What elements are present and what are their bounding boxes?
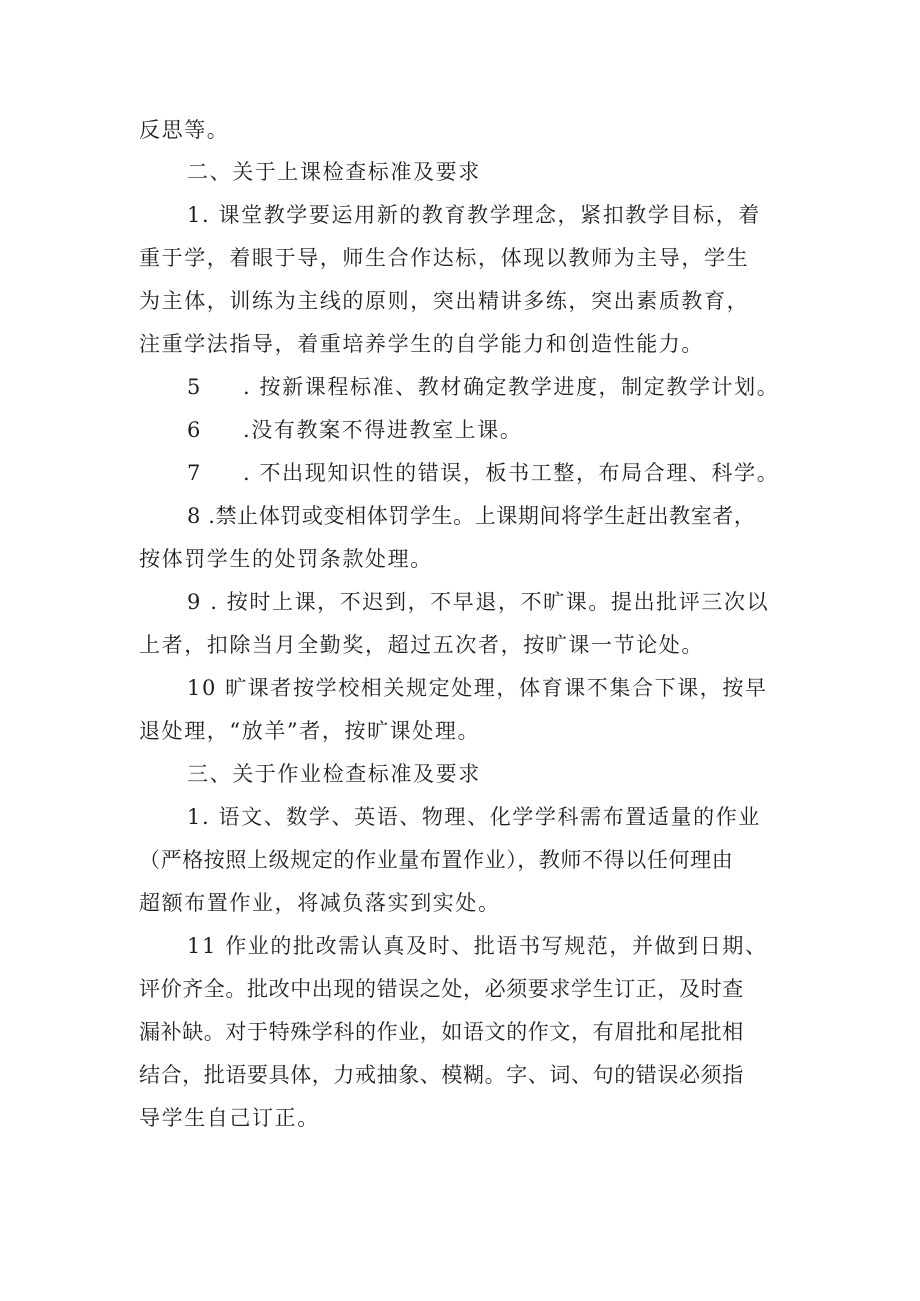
paragraph-text: 注重学法指导，着重培养学生的自学能力和创造性能力。 bbox=[139, 332, 704, 356]
text-line bbox=[0, 931, 920, 961]
paragraph-text: 10 旷课者按学校相关规定处理，体育课不集合下课，按早 bbox=[187, 676, 768, 700]
paragraph-text: 11 作业的批改需认真及时、批语书写规范，并做到日期、 bbox=[187, 934, 768, 958]
paragraph-text: 按体罚学生的处罚条款处理。 bbox=[139, 547, 433, 571]
text-line bbox=[0, 716, 920, 746]
text-line bbox=[0, 974, 920, 1004]
paragraph-text: .没有教案不得进教室上课。 bbox=[243, 418, 523, 442]
section-heading: 三、关于作业检查标准及要求 bbox=[187, 762, 481, 786]
numbered-item-line bbox=[0, 415, 920, 445]
paragraph-text: 反思等。 bbox=[139, 118, 230, 142]
text-line bbox=[0, 200, 920, 230]
numbered-item-line bbox=[0, 372, 920, 402]
text-line bbox=[0, 115, 920, 145]
text-line bbox=[0, 1017, 920, 1047]
text-line bbox=[0, 888, 920, 918]
text-line bbox=[0, 673, 920, 703]
text-line bbox=[0, 1103, 920, 1133]
paragraph-text: 重于学，着眼于导，师生合作达标，体现以教师为主导，学生 bbox=[139, 246, 750, 270]
paragraph-text: 9 . 按时上课，不迟到，不早退，不旷课。提出批评三次以 bbox=[187, 590, 770, 614]
paragraph-text: 漏补缺。对于特殊学科的作业，如语文的作文，有眉批和尾批相 bbox=[139, 1020, 744, 1044]
paragraph-text: . 不出现知识性的错误，板书工整，布局合理、科学。 bbox=[243, 461, 780, 485]
text-line bbox=[0, 544, 920, 574]
item-number: 7 bbox=[187, 461, 202, 485]
text-line bbox=[0, 286, 920, 316]
paragraph-text: 为主体，训练为主线的原则，突出精讲多练，突出素质教育， bbox=[139, 289, 750, 313]
paragraph-text: 上者，扣除当月全勤奖，超过五次者，按旷课一节论处。 bbox=[139, 633, 704, 657]
section-heading-line bbox=[0, 759, 920, 789]
text-line bbox=[0, 1060, 920, 1090]
numbered-item-line bbox=[0, 458, 920, 488]
item-number: 6 bbox=[187, 418, 202, 442]
text-line bbox=[0, 501, 920, 531]
paragraph-text: （严格按照上级规定的作业量布置作业），教师不得以任何理由 bbox=[139, 848, 734, 872]
paragraph-text: 8 .禁止体罚或变相体罚学生。上课期间将学生赶出教室者， bbox=[187, 504, 756, 528]
text-line bbox=[0, 630, 920, 660]
paragraph-text: 退处理，“放羊”者，按旷课处理。 bbox=[139, 719, 481, 743]
paragraph-text: 结合，批语要具体，力戒抽象、模糊。字、词、句的错误必须指 bbox=[139, 1063, 744, 1087]
paragraph-text: 超额布置作业，将减负落实到实处。 bbox=[139, 891, 501, 915]
text-line bbox=[0, 243, 920, 273]
text-line bbox=[0, 845, 920, 875]
paragraph-text: . 按新课程标准、教材确定教学进度，制定教学计划。 bbox=[243, 375, 780, 399]
text-line bbox=[0, 329, 920, 359]
text-line bbox=[0, 802, 920, 832]
paragraph-text: 1. 课堂教学要运用新的教育教学理念，紧扣教学目标，着 bbox=[187, 203, 761, 227]
paragraph-text: 评价齐全。批改中出现的错误之处，必须要求学生订正，及时查 bbox=[139, 977, 744, 1001]
paragraph-text: 导学生自己订正。 bbox=[139, 1106, 320, 1130]
text-line bbox=[0, 587, 920, 617]
section-heading: 二、关于上课检查标准及要求 bbox=[187, 160, 481, 184]
paragraph-text: 1. 语文、数学、英语、物理、化学学科需布置适量的作业 bbox=[187, 805, 761, 829]
section-heading-line bbox=[0, 157, 920, 187]
item-number: 5 bbox=[187, 375, 202, 399]
